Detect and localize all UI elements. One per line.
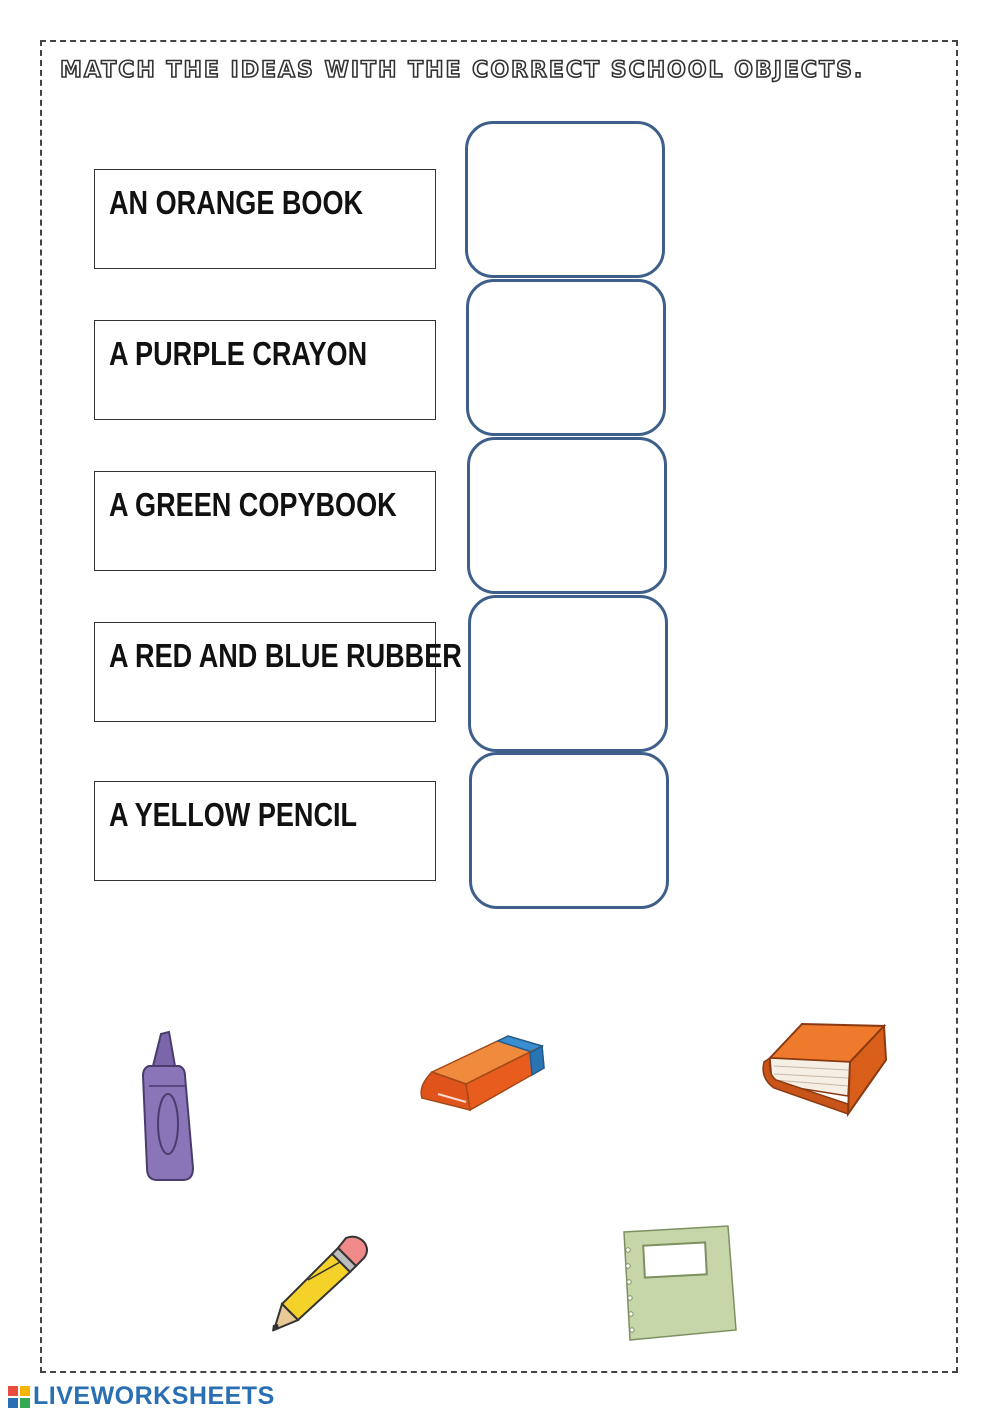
idea-box-purple-crayon [94,320,436,420]
drop-box-3[interactable] [467,437,667,594]
idea-label: AN ORANGE BOOK [109,184,364,221]
drop-box-5[interactable] [469,752,669,909]
drop-box-2[interactable] [466,279,666,436]
idea-box-green-copybook [94,471,436,571]
idea-label: A GREEN COPYBOOK [109,486,397,523]
logo-grid-icon [8,1386,30,1408]
idea-box-orange-book [94,169,436,269]
brand-name: LIVEWORKSHEETS [33,1382,275,1410]
orange-book-image[interactable] [756,1018,890,1122]
idea-label: A YELLOW PENCIL [109,796,358,833]
idea-box-red-blue-rubber [94,622,462,722]
idea-box-yellow-pencil [94,781,436,881]
red-blue-rubber-image[interactable] [412,1028,552,1138]
purple-crayon-image[interactable] [135,1028,205,1188]
drop-box-1[interactable] [465,121,665,278]
drop-box-4[interactable] [468,595,668,752]
instruction-title: MATCH THE IDEAS WITH THE CORRECT SCHOOL OBJECTS. [60,58,865,83]
liveworksheets-logo [8,1382,275,1411]
yellow-pencil-image[interactable] [268,1230,374,1336]
idea-label: A PURPLE CRAYON [109,335,368,372]
green-copybook-image[interactable] [616,1222,742,1346]
idea-label: A RED AND BLUE RUBBER [109,637,462,674]
